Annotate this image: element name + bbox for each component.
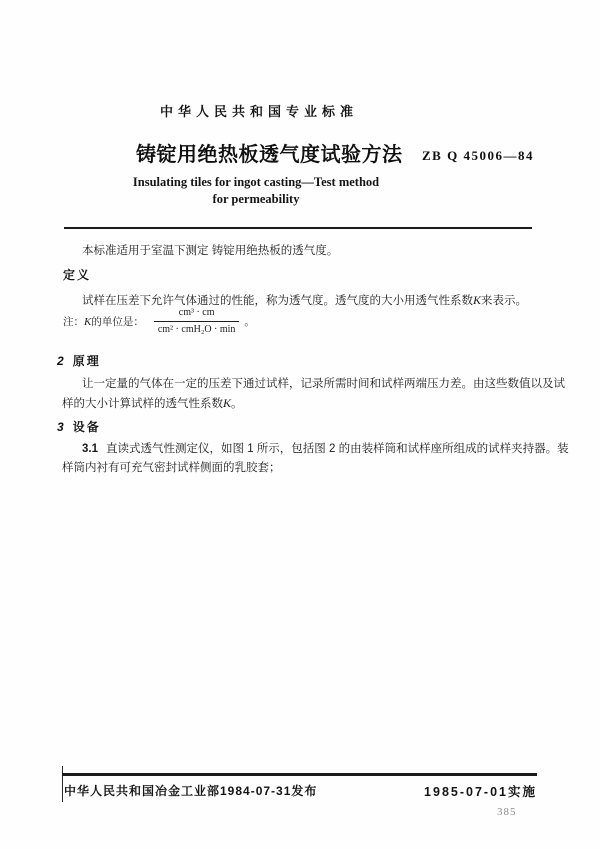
- note-text: 的单位是：: [91, 316, 144, 328]
- footer-divider: [62, 773, 537, 776]
- principle-line1: 让一定量的气体在一定的压差下通过试样，记录所需时间和试样两端压力差。由这些数值以及试: [82, 378, 565, 390]
- note-label: 注：: [63, 316, 84, 328]
- equipment-paragraph: [62, 440, 569, 478]
- title-english-line2: for permeability: [212, 192, 300, 206]
- clause-number: 3.1: [82, 443, 98, 455]
- permeability-coefficient-symbol: K: [473, 293, 482, 307]
- coefficient-symbol: K: [84, 315, 92, 328]
- note-period: 。: [244, 316, 255, 328]
- equipment-line1-text: 直读式透气性测定仪，如图 1 所示，包括图 2 的由装样筒和试样座所组成的试样夹持器。装: [106, 443, 569, 455]
- section-heading-principle: [57, 352, 101, 369]
- definition-text-end: 来表示。: [481, 295, 528, 307]
- section-number: 2: [57, 354, 64, 368]
- principle-line2: [62, 394, 540, 414]
- section-title: 设备: [72, 420, 101, 434]
- section-heading-equipment: [57, 418, 101, 435]
- principle-line2-end: 。: [231, 398, 243, 410]
- scope-paragraph: 本标准适用于室温下测定 铸锭用绝热板的透气度。: [82, 245, 339, 257]
- section-heading-definition: 定义: [63, 268, 92, 282]
- implementation-info: 1985-07-01实施: [424, 785, 537, 799]
- section-number: 3: [57, 420, 64, 434]
- unit-fraction: [154, 306, 240, 337]
- unit-denominator: cm² · cmH₂O · min: [157, 324, 236, 335]
- equipment-line2: 样筒内衬有可充气密封试样侧面的乳胶套；: [62, 462, 281, 474]
- unit-note: [63, 306, 541, 337]
- standard-label: 中华人民共和国专业标准: [160, 104, 359, 119]
- footer-corner-mark: [62, 766, 63, 802]
- title-english-line1: Insulating tiles for ingot casting—Test method: [132, 175, 380, 189]
- principle-paragraph: [62, 375, 565, 414]
- principle-line2-text: 样的大小计算试样的透气性系数: [62, 398, 223, 410]
- unit-numerator: cm³ · cm: [154, 306, 240, 322]
- equipment-line1: [62, 440, 569, 459]
- standard-number: ZB Q 45006—84: [422, 148, 534, 163]
- section-title: 原理: [72, 354, 101, 368]
- document-title: 铸锭用绝热板透气度试验方法: [136, 144, 403, 166]
- page-number: 385: [497, 806, 517, 818]
- header-divider: [64, 227, 532, 229]
- issue-info: 中华人民共和国冶金工业部1984-07-31发布: [64, 784, 318, 798]
- definition-text: 试样在压差下允许气体通过的性能，称为透气度。透气度的大小用透气性系数: [82, 295, 473, 307]
- coefficient-symbol: K: [223, 396, 232, 410]
- document-title-english: [75, 174, 437, 208]
